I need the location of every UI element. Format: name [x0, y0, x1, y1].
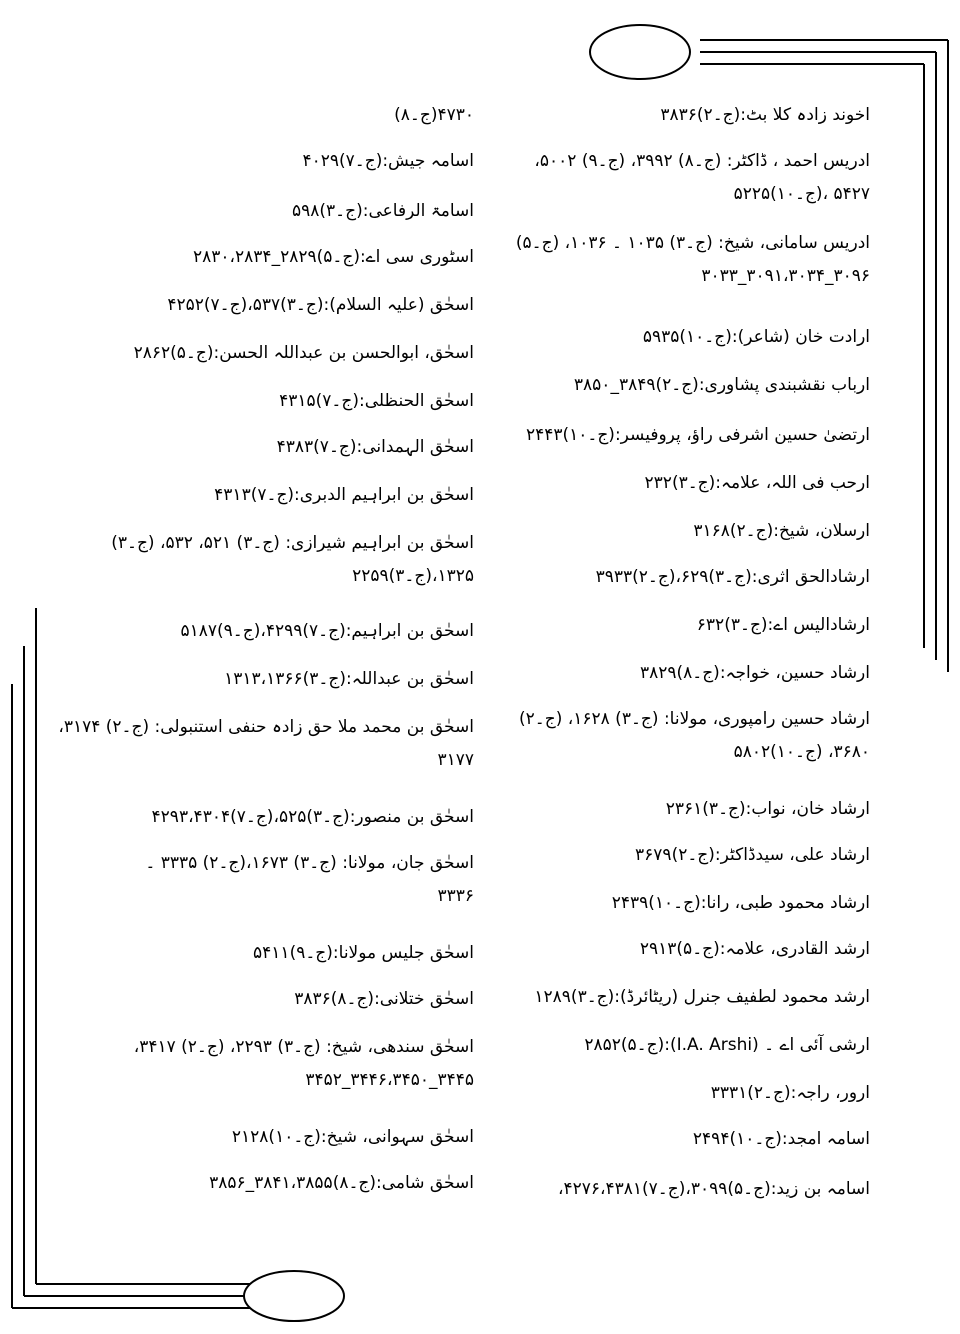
index-entry: اخوند زادہ کلا بٹ:(ج۔۲)۳۸۳۶ — [660, 105, 870, 125]
index-entry: اسامہ بن زید:(ج۔۵)۳۰۹۹،(ج۔۷)۴۲۷۶،۴۳۸۱، — [557, 1179, 870, 1199]
index-entry: ادریس احمد ، ڈاکٹر: (ج۔۸) ۳۹۹۲، (ج۔۹) ۵۰۰۲، ۵۴۲۷ ،(ج۔۱۰)۵۲۲۵ — [534, 151, 870, 204]
index-entry: ارشاد خان، نواب:(ج۔۳)۲۳۶۱ — [665, 799, 870, 819]
index-entry: اسحٰق بن ابراہیم شیرازی: (ج۔۳) ۵۲۱، ۵۳۲، (ج۔۳) ۱۳۲۵،(ج۔۳)۲۲۵۹ — [111, 533, 474, 586]
index-entry: ادریس سامانی، شیخ: (ج۔۳) ۱۰۳۵ ۔ ۱۰۳۶، (ج۔۵) ۳۰۹۶_۳۰۹۱،۳۰۳۴_۳۰۳۳ — [515, 233, 870, 286]
index-entry: اسحٰق بن محمد ملا حق زادہ حنفی استنبولی: (ج۔۲) ۳۱۷۴، ۳۱۷۷ — [58, 717, 474, 770]
index-entry: ارشی آئی اے ۔ (I.A. Arshi):(ج۔۵)۲۸۵۲ — [584, 1035, 870, 1055]
index-entry: ارشاد علی، سیدڈاکٹر:(ج۔۲)۳۶۷۹ — [635, 845, 870, 865]
top-oval-ornament — [590, 25, 690, 79]
bottom-oval-ornament — [244, 1271, 344, 1321]
index-entry: اسحٰق بن ابراہیم الدبری:(ج۔۷)۴۳۱۳ — [214, 485, 474, 505]
index-entry: اسحٰق شامی:(ج۔۸)۳۸۴۱،۳۸۵۵_۳۸۵۶ — [209, 1173, 474, 1193]
index-entry: ارادت خان (شاعر):(ج۔۱۰)۵۹۳۵ — [642, 327, 870, 347]
index-entry: ۴۷۳۰(ج۔۸) — [394, 105, 474, 125]
index-entry: ارشاد حسین رامپوری، مولانا: (ج۔۳) ۱۶۲۸، (ج۔۲) ۳۶۸۰، (ج۔۱۰)۵۸۰۲ — [519, 709, 870, 762]
index-entry: اسحٰق بن ابراہیم:(ج۔۷)۴۲۹۹،(ج۔۹)۵۱۸۷ — [180, 621, 474, 641]
index-entry: اسحٰق بن عبداللہ:(ج۔۳)۱۳۱۳،۱۳۶۶ — [224, 669, 474, 689]
index-entry: ارتضیٰ حسین اشرفی راؤ، پروفیسر:(ج۔۱۰)۲۴۴۳ — [525, 425, 870, 445]
index-entry: اسحٰق جلیس مولانا:(ج۔۹)۵۴۱۱ — [253, 943, 474, 963]
index-entry: اسحٰق (علیہ السلام):(ج۔۳)۵۳۷،(ج۔۷)۴۲۵۲ — [167, 295, 474, 315]
index-entry: ارشد القادری، علامہ:(ج۔۵)۲۹۱۳ — [639, 939, 870, 959]
index-entry: اسامۃ الرفاعی:(ج۔۳)۵۹۸ — [291, 201, 474, 221]
index-entry: اسحٰق الہمدانی:(ج۔۷)۴۳۸۳ — [276, 437, 474, 457]
index-entry: ارشاد محمود طبی، رانا:(ج۔۱۰)۲۴۳۹ — [611, 893, 870, 913]
index-entry: ارسلان، شیخ:(ج۔۲)۳۱۶۸ — [693, 521, 870, 541]
index-entry: اسحٰق ختلانی:(ج۔۸)۳۸۳۶ — [294, 989, 474, 1009]
index-entry: ارشاد حسین، خواجہ:(ج۔۸)۳۸۲۹ — [639, 663, 870, 683]
index-entry: اسحٰق جان، مولانا: (ج۔۳) ۱۶۷۳،(ج۔۲) ۳۳۳۵ ۔ ۳۳۳۶ — [145, 853, 474, 906]
index-entry: ارشادالحق اثری:(ج۔۳)۶۲۹،(ج۔۲)۳۹۳۳ — [595, 567, 870, 587]
index-entry: اسٹوری سی اے:(ج۔۵)۲۸۲۹_۲۸۳۰،۲۸۳۴ — [193, 247, 474, 267]
index-entry: اسحٰق سہوانی، شیخ:(ج۔۱۰)۲۱۲۸ — [231, 1127, 474, 1147]
index-entry: اسحٰق سندھی، شیخ: (ج۔۳) ۲۲۹۳، (ج۔۲) ۳۴۱۷، ۳۴۴۵_۳۴۴۶،۳۴۵۰_۳۴۵۲ — [133, 1037, 474, 1090]
index-entry: ارشد محمود لطفیف جنرل (ریٹائرڈ):(ج۔۳)۱۲۸۹ — [534, 987, 870, 1007]
index-entry: ارباب نقشبندی پشاوری:(ج۔۲)۳۸۴۹_۳۸۵۰ — [573, 375, 870, 395]
index-entry: اسحٰق بن منصور:(ج۔۳)۵۲۵،(ج۔۷)۴۲۹۳،۴۳۰۴ — [151, 807, 474, 827]
index-entry: اسامہ امجد:(ج۔۱۰)۲۴۹۴ — [692, 1129, 870, 1149]
index-entry: اسحٰق، ابوالحسن بن عبداللہ الحسن:(ج۔۵)۲۸۶۲ — [133, 343, 474, 363]
index-entry: ارور، راجہ:(ج۔۲)۳۳۳۱ — [710, 1083, 870, 1103]
index-entry: ارحب فی اللہ، علامہ:(ج۔۳)۲۳۲ — [644, 473, 870, 493]
index-entry: اسحٰق الحنظلی:(ج۔۷)۴۳۱۵ — [279, 391, 474, 411]
index-entry: ارشادالیس اے:(ج۔۳)۶۳۲ — [696, 615, 870, 635]
index-entry: اسامہ جیش:(ج۔۷)۴۰۲۹ — [302, 151, 474, 171]
